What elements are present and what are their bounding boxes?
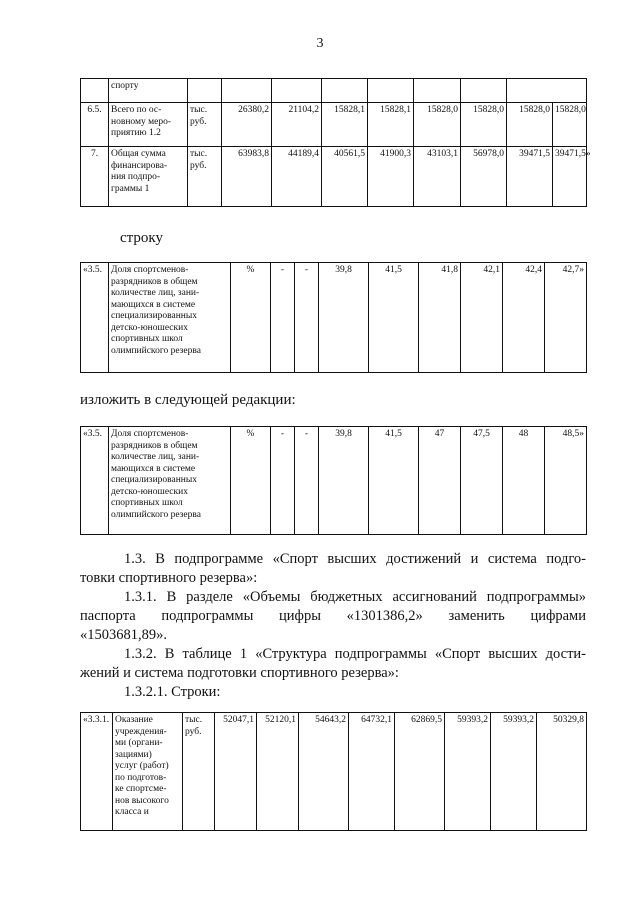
value-cell: 59393,2 (491, 713, 537, 831)
value-cell: 15828,0 (414, 103, 461, 147)
paragraph-3-line-2: жений и система подготовки спортивного резерва»: (80, 665, 399, 681)
value-cell: 39471,5» (553, 147, 587, 207)
table-row (81, 263, 587, 373)
row-label: Доля спортсменов- разрядников в общем количестве лиц, зани- мающихся в системе специализированных детско-юношеских спортивных школ олимпийского резерва (109, 427, 231, 535)
row-label: Всего по ос- новному меро- приятию 1.2 (109, 103, 188, 147)
paragraph-1-line-1: 1.3. В подпрограмме «Спорт высших достижений и система подго- (124, 551, 586, 567)
value-cell: 43103,1 (414, 147, 461, 207)
cell (461, 79, 507, 103)
value-cell: 52047,1 (215, 713, 257, 831)
row-unit: тыс. руб. (188, 103, 222, 147)
cell (272, 79, 322, 103)
value-cell: 41,5 (369, 427, 419, 535)
value-cell: 39,8 (319, 427, 369, 535)
value-cell: 15828,1 (322, 103, 368, 147)
value-cell: - (295, 263, 319, 373)
row-num: «3.5. (81, 427, 109, 535)
row-unit: % (231, 427, 271, 535)
value-cell: 48 (503, 427, 545, 535)
cell (414, 79, 461, 103)
value-cell: 47,5 (461, 427, 503, 535)
paragraph-2-line-1: 1.3.1. В разделе «Объемы бюджетных ассигнований подпрограммы» (124, 589, 586, 605)
value-cell: 40561,5 (322, 147, 368, 207)
cell (507, 79, 587, 103)
row-num: 7. (81, 147, 109, 207)
value-cell: 42,1 (461, 263, 503, 373)
value-cell: - (295, 427, 319, 535)
value-cell: 47 (419, 427, 461, 535)
value-cell: 15828,0 (461, 103, 507, 147)
value-cell: 41900,3 (368, 147, 414, 207)
table-row (81, 103, 587, 147)
row-label: Оказание учреждения- ми (органи- зациями) услуг (работ) по подготов- ке спортсме- нов высокого класса и (113, 713, 183, 831)
paragraph-2-line-2: паспорта подпрограммы цифры «1301386,2» заменить цифрами (80, 608, 586, 624)
value-cell: 39471,5 (507, 147, 553, 207)
value-cell: 41,8 (419, 263, 461, 373)
paragraph-1-line-2: товки спортивного резерва»: (80, 570, 258, 586)
paragraph-2-line-3: «1503681,89». (80, 627, 167, 643)
table-row-new (80, 426, 587, 535)
value-cell: 42,4 (503, 263, 545, 373)
table-funding-continuation (80, 78, 591, 207)
row-unit (188, 79, 222, 103)
value-cell: 52120,1 (257, 713, 299, 831)
table-row (81, 713, 587, 831)
value-cell: 39,8 (319, 263, 369, 373)
value-cell: 41,5 (369, 263, 419, 373)
table-row (81, 427, 587, 535)
row-label: Доля спортсменов- разрядников в общем количестве лиц, зани- мающихся в системе специализированных детско-юношеских спортивных школ олимпийского резерва (109, 263, 231, 373)
row-num: «3.5. (81, 263, 109, 373)
table-row (81, 79, 587, 103)
paragraph-4: 1.3.2.1. Строки: (124, 684, 221, 700)
value-cell: 62869,5 (395, 713, 445, 831)
row-unit: % (231, 263, 271, 373)
cell (222, 79, 272, 103)
value-cell: 59393,2 (445, 713, 491, 831)
value-cell: 63983,8 (222, 147, 272, 207)
value-cell: 15828,1 (368, 103, 414, 147)
value-cell: - (271, 427, 295, 535)
table-row-3-3-1 (80, 712, 587, 831)
row-label: спорту (109, 79, 188, 103)
value-cell: 48,5» (545, 427, 587, 535)
row-unit: тыс. руб. (183, 713, 215, 831)
value-cell: 21104,2 (272, 103, 322, 147)
row-num: 6.5. (81, 103, 109, 147)
cell (368, 79, 414, 103)
value-cell: 26380,2 (222, 103, 272, 147)
value-cell: - (271, 263, 295, 373)
value-cell: 44189,4 (272, 147, 322, 207)
value-cell: 42,7» (545, 263, 587, 373)
page-number: 3 (316, 36, 324, 51)
value-cell: 56978,0 (461, 147, 507, 207)
row-unit: тыс. руб. (188, 147, 222, 207)
paragraph-3-line-1: 1.3.2. В таблице 1 «Структура подпрограммы «Спорт высших дости- (124, 646, 586, 662)
value-cell: 15828,0 (553, 103, 587, 147)
table-row (81, 147, 587, 207)
word-line: строку (120, 230, 163, 246)
row-num (81, 79, 109, 103)
value-cell: 15828,0 (507, 103, 553, 147)
table-row-old (80, 262, 587, 373)
value-cell: 50329,8 (537, 713, 587, 831)
row-label: Общая сумма финансирова- ния подпро- граммы 1 (109, 147, 188, 207)
row-num: «3.3.1. (81, 713, 113, 831)
cell (322, 79, 368, 103)
value-cell: 64732,1 (349, 713, 395, 831)
edit-line: изложить в следующей редакции: (80, 392, 296, 408)
value-cell: 54643,2 (299, 713, 349, 831)
